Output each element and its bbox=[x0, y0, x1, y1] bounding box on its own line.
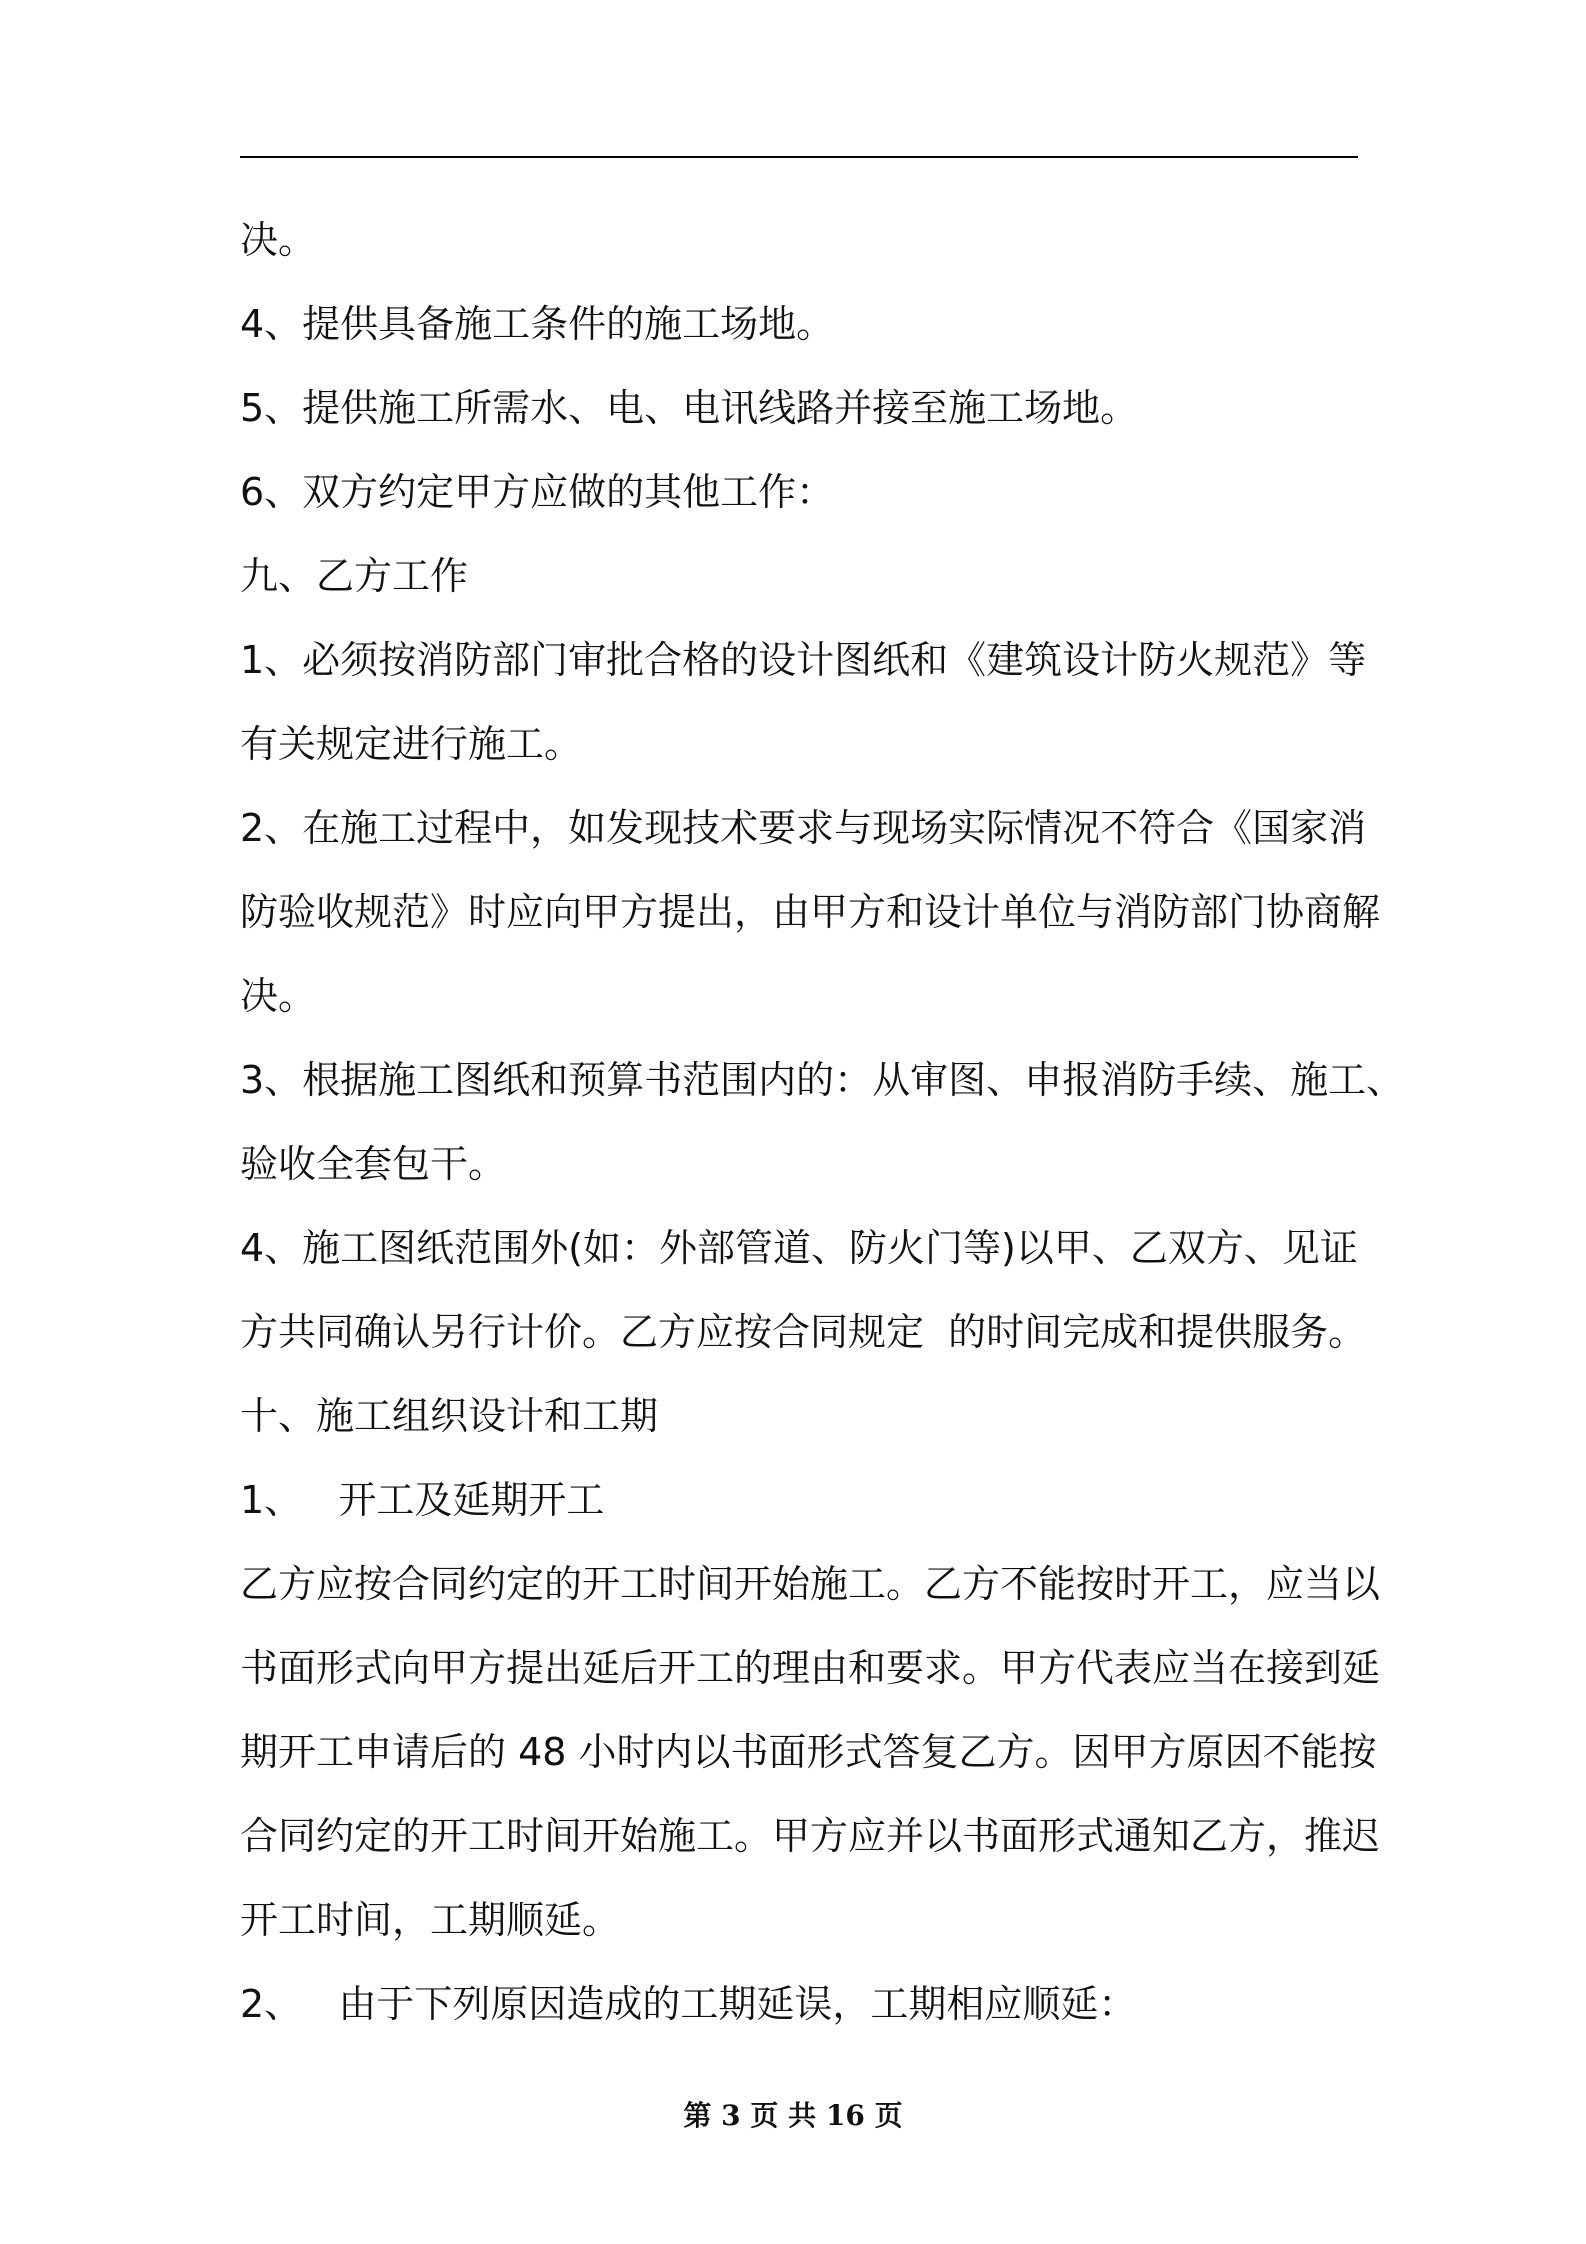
body-line: 6、双方约定甲方应做的其他工作： bbox=[240, 470, 835, 514]
section-heading: 十、施工组织设计和工期 bbox=[240, 1394, 659, 1438]
body-line: 有关规定进行施工。 bbox=[240, 722, 583, 766]
body-line: 开工时间，工期顺延。 bbox=[240, 1898, 621, 1942]
body-line: 乙方应按合同约定的开工时间开始施工。乙方不能按时开工，应当以 bbox=[240, 1562, 1381, 1606]
section-heading: 九、乙方工作 bbox=[240, 554, 469, 598]
body-line: 决。 bbox=[240, 218, 317, 262]
page-number-footer: 第 3 页 共 16 页 bbox=[683, 2099, 903, 2132]
body-line: 5、提供施工所需水、电、电讯线路并接至施工场地。 bbox=[240, 386, 1139, 430]
body-line: 4、施工图纸范围外(如：外部管道、防火门等)以甲、乙双方、见证 bbox=[240, 1226, 1358, 1270]
document-body bbox=[240, 198, 1405, 2046]
body-line: 2、在施工过程中，如发现技术要求与现场实际情况不符合《国家消 bbox=[240, 806, 1367, 850]
body-line: 3、根据施工图纸和预算书范围内的：从审图、申报消防手续、施工、 bbox=[240, 1058, 1405, 1102]
body-line: 方共同确认另行计价。乙方应按合同规定 的时间完成和提供服务。 bbox=[240, 1310, 1367, 1354]
header-rule bbox=[240, 156, 1358, 158]
body-line: 合同约定的开工时间开始施工。甲方应并以书面形式通知乙方，推迟 bbox=[240, 1814, 1381, 1858]
body-line: 书面形式向甲方提出延后开工的理由和要求。甲方代表应当在接到延 bbox=[240, 1646, 1381, 1690]
body-line: 期开工申请后的 48 小时内以书面形式答复乙方。因甲方原因不能按 bbox=[240, 1730, 1377, 1774]
subsection-heading: 1、 开工及延期开工 bbox=[240, 1478, 605, 1522]
body-line: 防验收规范》时应向甲方提出，由甲方和设计单位与消防部门协商解 bbox=[240, 890, 1381, 934]
body-line: 1、必须按消防部门审批合格的设计图纸和《建筑设计防火规范》等 bbox=[240, 638, 1367, 682]
body-line: 4、提供具备施工条件的施工场地。 bbox=[240, 302, 835, 346]
body-line: 验收全套包干。 bbox=[240, 1142, 507, 1186]
subsection-heading: 2、 由于下列原因造成的工期延误，工期相应顺延： bbox=[240, 1982, 1137, 2026]
body-line: 决。 bbox=[240, 974, 317, 1018]
